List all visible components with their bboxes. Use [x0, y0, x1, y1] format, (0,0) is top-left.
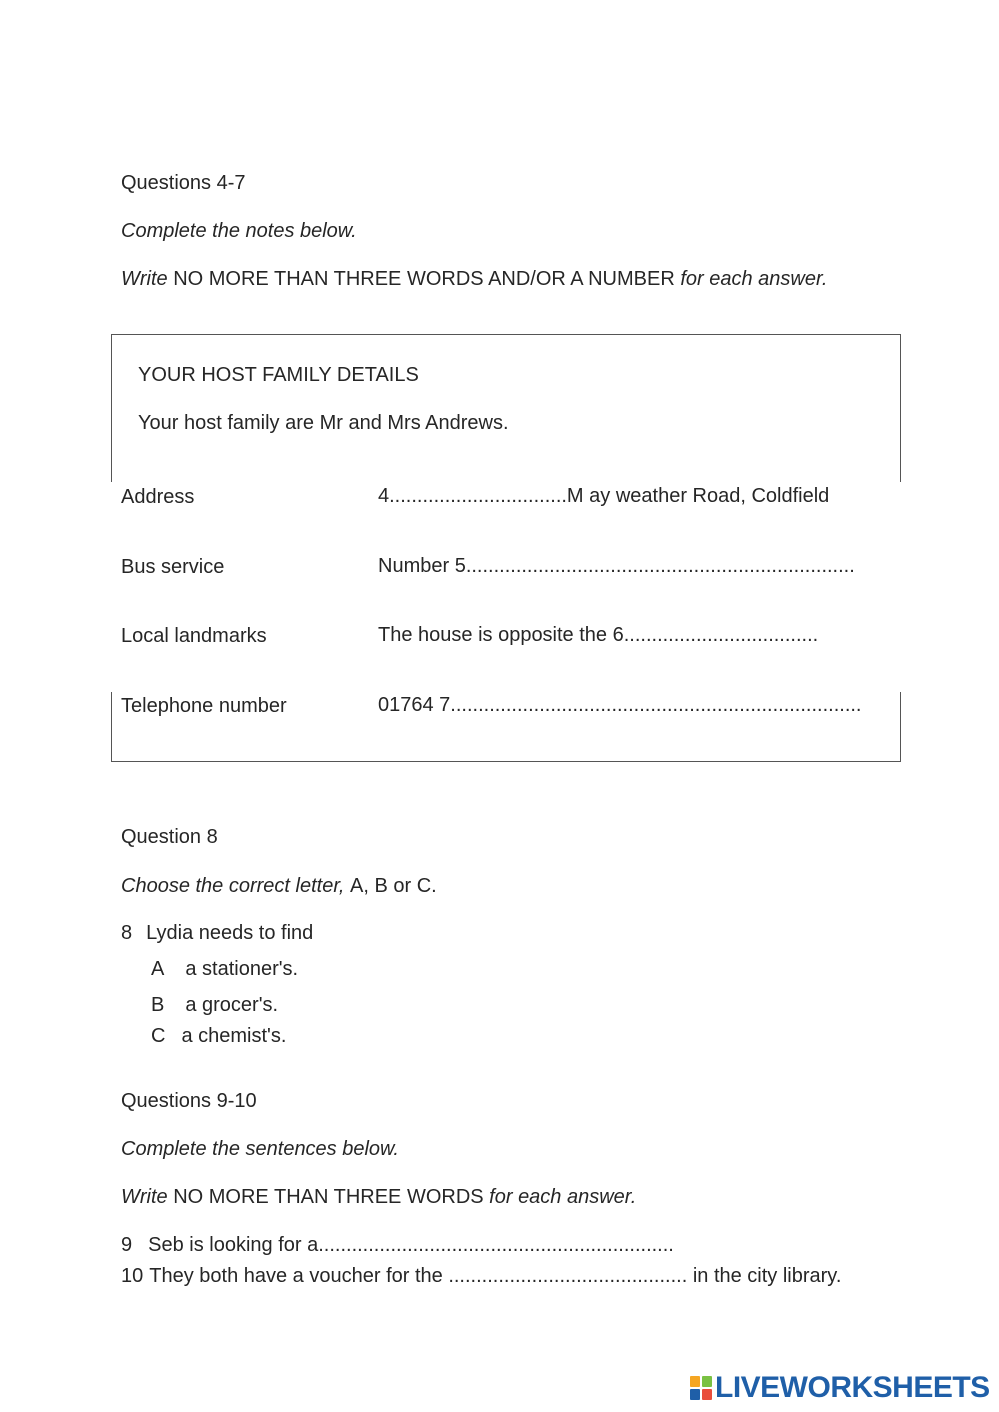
option-a[interactable]	[151, 957, 298, 981]
instruction-word-limit-2	[121, 1185, 636, 1209]
question-9-text: Seb is looking for a................................................................	[148, 1234, 674, 1256]
question-8	[121, 921, 313, 945]
question-8-number: 8	[121, 922, 133, 944]
notes-row-label-bus-service: Bus service	[121, 556, 225, 578]
option-c[interactable]	[151, 1024, 286, 1048]
notes-row-label-telephone: Telephone number	[121, 695, 287, 717]
instruction-word-limit-post: for each answer.	[674, 268, 828, 290]
option-a-text: a stationer's.	[185, 958, 299, 980]
section-heading-questions-9-10: Questions 9-10	[121, 1090, 257, 1112]
option-a-letter: A	[151, 958, 165, 980]
instruction-choose-letter-pre: Choose the correct letter,	[121, 875, 351, 897]
notes-row-label-address: Address	[121, 486, 195, 508]
notes-box-left-border-lower	[111, 692, 112, 762]
instruction-complete-notes: Complete the notes below.	[121, 220, 357, 242]
instruction-word-limit	[121, 267, 827, 291]
question-8-text: Lydia needs to find	[146, 922, 314, 944]
notes-box-top-border	[111, 334, 901, 335]
liveworksheets-logo-icon	[690, 1376, 712, 1400]
option-c-letter: C	[151, 1025, 166, 1047]
question-9[interactable]	[121, 1233, 674, 1257]
section-heading-questions-4-7: Questions 4-7	[121, 172, 246, 194]
notes-row-value-bus-service[interactable]: Number 5......................................................................	[378, 555, 855, 577]
notes-row-value-telephone[interactable]: 01764 7..........................................................................	[378, 694, 862, 716]
option-c-text: a chemist's.	[181, 1025, 287, 1047]
question-10[interactable]	[121, 1264, 841, 1288]
notes-row-value-local-landmarks[interactable]: The house is opposite the 6...................................	[378, 624, 819, 646]
instruction-word-limit-2-emphasis: NO MORE THAN THREE WORDS	[173, 1186, 484, 1208]
notes-intro: Your host family are Mr and Mrs Andrews.	[138, 412, 509, 434]
notes-title: YOUR HOST FAMILY DETAILS	[138, 364, 419, 386]
option-b-letter: B	[151, 994, 165, 1016]
question-9-number: 9	[121, 1234, 133, 1256]
notes-row-value-address[interactable]: 4................................M ay weather Road, Coldfield	[378, 485, 830, 507]
liveworksheets-logo-text: LIVEWORKSHEETS	[715, 1371, 990, 1404]
section-heading-question-8: Question 8	[121, 826, 218, 848]
option-b-text: a grocer's.	[185, 994, 279, 1016]
option-b[interactable]	[151, 993, 278, 1017]
instruction-word-limit-pre: Write	[121, 268, 174, 290]
question-10-number: 10	[121, 1265, 144, 1287]
notes-row-label-local-landmarks: Local landmarks	[121, 625, 267, 647]
instruction-word-limit-2-pre: Write	[121, 1186, 174, 1208]
liveworksheets-logo[interactable]	[690, 1372, 990, 1404]
instruction-complete-sentences: Complete the sentences below.	[121, 1138, 399, 1160]
notes-box-right-border-lower	[900, 692, 901, 762]
instruction-word-limit-emphasis: NO MORE THAN THREE WORDS AND/OR A NUMBER	[173, 268, 675, 290]
notes-box-bottom-border	[111, 761, 901, 762]
notes-box-right-border-upper	[900, 334, 901, 482]
question-10-text: They both have a voucher for the ........................................... in the city library.	[149, 1265, 842, 1287]
instruction-choose-letter-emphasis: A, B or C.	[350, 875, 437, 897]
instruction-choose-letter	[121, 874, 437, 898]
notes-box-left-border-upper	[111, 334, 112, 482]
instruction-word-limit-2-post: for each answer.	[483, 1186, 637, 1208]
